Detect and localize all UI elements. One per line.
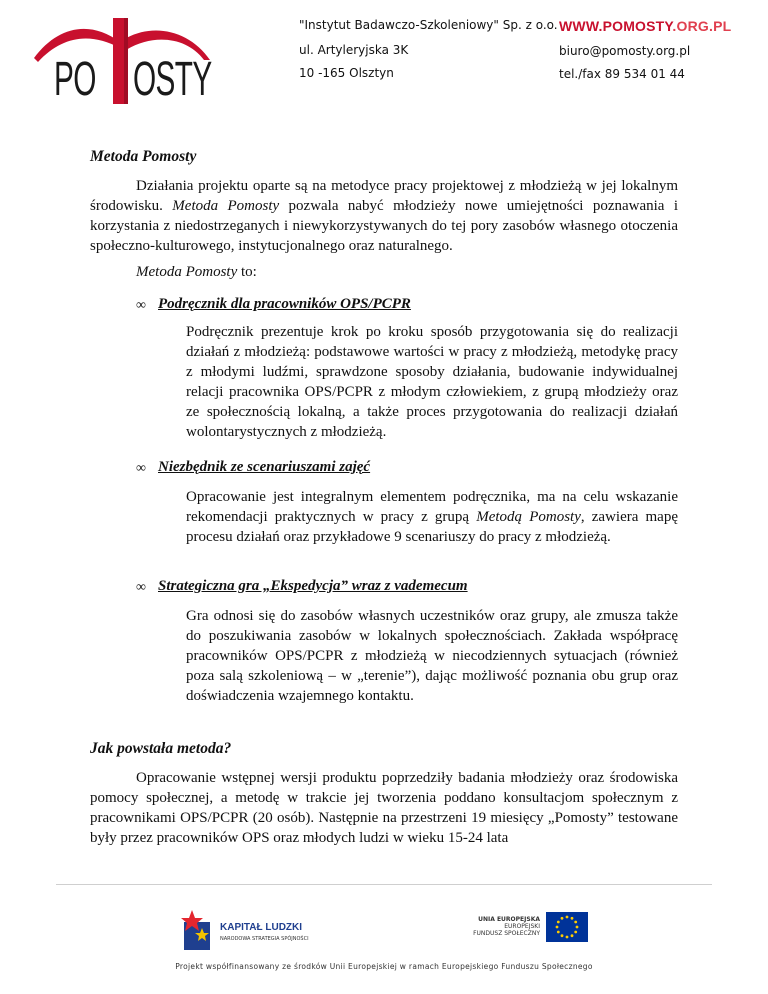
- eu-line-3: FUNDUSZ SPOŁECZNY: [473, 930, 540, 937]
- item-body-gra: [186, 606, 678, 706]
- item-body-niezbednik: [186, 487, 678, 547]
- item-body-text: , zawiera mapę procesu działań oraz przykładowe 9 scenariuszy do pracy z młodzieżą.: [186, 509, 678, 545]
- section-heading-metoda: Metoda Pomosty: [90, 148, 197, 165]
- footer-cofinancing-note: Projekt współfinansowany ze środków Unii Europejskiej w ramach Europejskiego Funduszu Społecznego: [175, 962, 593, 971]
- section-heading-jak: Jak powstała metoda?: [90, 740, 232, 757]
- section2-text: Opracowanie wstępnej wersji produktu poprzedziły badania młodzieży oraz środowiska pomocy społecznej, a metodę w trakcie jej tworzenia poddano konsultacjom społecznym z pracownikami OPS/PCPR (20 osób). Następnie na przestrzeni 19 miesięcy „Pomosty” testowane były przez pracowników OPS oraz młodych ludzi w wieku 15-24 lata: [90, 770, 678, 846]
- company-street: ul. Artyleryjska 3K: [299, 43, 409, 57]
- eu-line-2: EUROPEJSKI: [504, 923, 540, 930]
- intro-text-a: Działania projektu oparte są na metodyce pracy projektowej z młodzieżą w jej lokalnym środowisku.: [90, 178, 678, 214]
- item-title-gra: Strategiczna gra „Ekspedycja” wraz z vademecum: [158, 578, 468, 594]
- company-phone: tel./fax 89 534 01 44: [559, 67, 685, 81]
- kapital-ludzki-star-icon: [180, 908, 214, 952]
- item-title-niezbednik: Niezbędnik ze scenariuszami zajęć: [158, 459, 371, 475]
- company-email[interactable]: biuro@pomosty.org.pl: [559, 44, 691, 58]
- eu-line-1: UNIA EUROPEJSKA: [478, 916, 540, 923]
- website-prefix: WWW.: [559, 18, 603, 34]
- footer-divider: [56, 884, 712, 885]
- item-body-text: Podręcznik prezentuje krok po kroku sposób przygotowania się do realizacji działań z młodzieżą: podstawowe wartości w pracy z młodzieżą, metodykę pracy z młodymi ludźmi, sprawdzone sposoby działania, budowanie indywidualnej relacji pracownika OPS/PCPR z młodym człowiekiem, z grupą młodzieży oraz ze społecznością lokalną, a także proces przygotowania do realizacji działań wolontarystycznych z młodzieżą.: [186, 324, 678, 440]
- logo-text-left: PO: [54, 53, 96, 106]
- website-link[interactable]: [559, 18, 731, 34]
- intro-paragraph: [90, 176, 678, 256]
- item-body-text: Gra odnosi się do zasobów własnych uczestników oraz grupy, ale zmusza także do poszukiwania zasobów w lokalnych społecznościach. Zakłada współpracę pracowników OPS/PCPR z młodzieżą w niecodziennych sytuacjach (również poza salą szkoleniową – w „terenie”), dając możliwość poznania obu grup oraz doświadczenia wzajemnego kontaktu.: [186, 608, 678, 704]
- item-title-podrecznik: Podręcznik dla pracowników OPS/PCPR: [158, 296, 411, 312]
- section2-paragraph: [90, 768, 678, 848]
- lead-line: [136, 262, 257, 282]
- company-city: 10 -165 Olsztyn: [299, 66, 394, 80]
- lead-emphasis: Metoda Pomosty: [136, 264, 238, 280]
- item-body-emphasis: Metodą Pomosty: [476, 509, 581, 525]
- logo-text-right: OSTY: [133, 53, 212, 106]
- item-body-podrecznik: [186, 322, 678, 442]
- eu-fund-text: [460, 916, 540, 937]
- lead-rest: to:: [237, 264, 257, 280]
- eu-flag-icon: [546, 912, 588, 942]
- website-brand: POMOSTY: [602, 18, 673, 34]
- intro-emphasis: Metoda Pomosty: [172, 198, 280, 214]
- intro-text-b: pozwala nabyć młodzieży nowe umiejętności poznawania i korzystania z niedostrzeganych i niewykorzystywanych do tej pory zasobów własnego otoczenia społeczno-kulturowego, instytucjonalnego oraz naturalnego.: [90, 198, 678, 254]
- bullet-icon: ∞: [136, 580, 146, 595]
- bullet-icon: ∞: [136, 298, 146, 313]
- item-body-text: Opracowanie jest integralnym elementem podręcznika, ma na celu wskazanie rekomendacji praktycznych w pracy z grupą: [186, 489, 678, 525]
- bullet-icon: ∞: [136, 461, 146, 476]
- website-suffix: .ORG.PL: [672, 18, 732, 34]
- kapital-ludzki-title: KAPITAŁ LUDZKI: [220, 922, 303, 933]
- company-name: "Instytut Badawczo-Szkoleniowy" Sp. z o.o.: [299, 18, 558, 32]
- kapital-ludzki-subtitle: NARODOWA STRATEGIA SPÓJNOŚCI: [220, 936, 309, 942]
- kapital-ludzki-logo: [180, 908, 340, 952]
